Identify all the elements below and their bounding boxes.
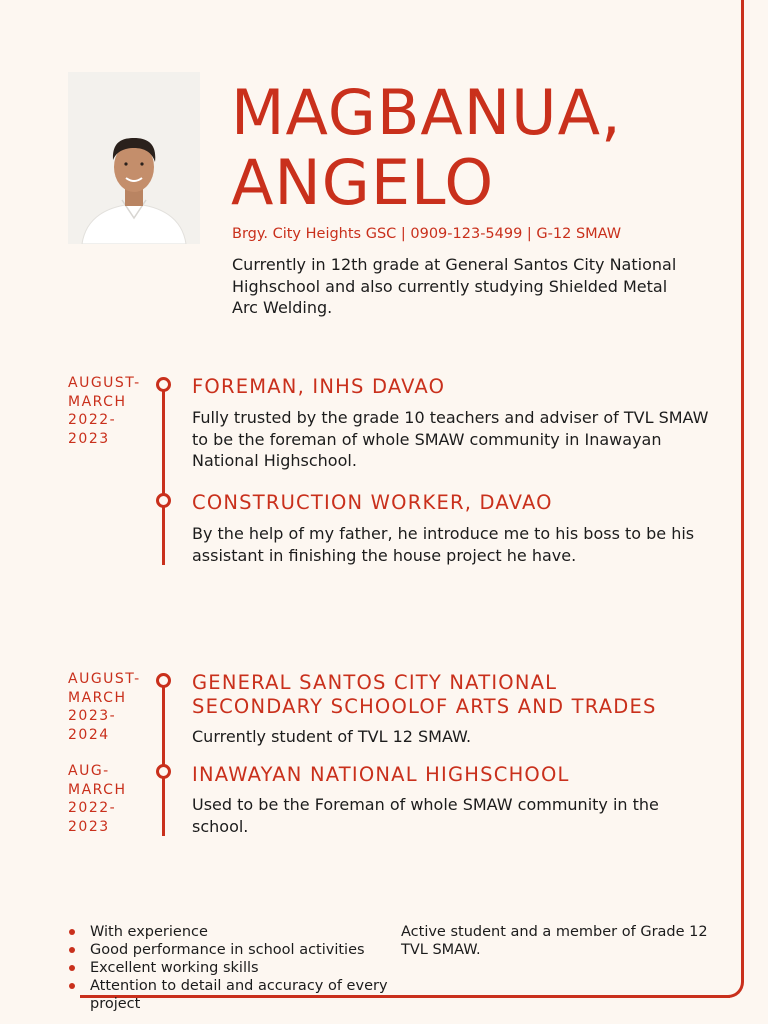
date-line: AUG-	[68, 763, 110, 779]
education-title	[192, 671, 657, 719]
contact-info: Brgy. City Heights GSC | 0909-123-5499 | G-12 SMAW	[232, 226, 622, 242]
list-item: Excellent working skills	[68, 959, 388, 977]
date-line: 2022-	[68, 412, 117, 428]
experience-description: By the help of my father, he introduce me to his boss to be his assistant in finishing the house project he have.	[192, 524, 695, 565]
experience-title: CONSTRUCTION WORKER, DAVAO	[192, 491, 553, 514]
date-line: AUGUST-	[68, 375, 141, 391]
list-item: With experience	[68, 923, 388, 941]
timeline-node-icon	[156, 377, 171, 392]
experience-title: FOREMAN, INHS DAVAO	[192, 375, 446, 398]
timeline-node-icon	[156, 764, 171, 779]
name-line-1: MAGBANUA,	[231, 76, 622, 149]
summary-text: Currently in 12th grade at General Santos City National Highschool and also currently studying Shielded Metal Arc Welding.	[232, 255, 677, 317]
profile-photo	[68, 72, 200, 244]
experience-description: Fully trusted by the grade 10 teachers and adviser of TVL SMAW to be the foreman of whole SMAW community in Inawayan National Highschool.	[192, 408, 709, 470]
date-line: 2023-	[68, 708, 117, 724]
date-line: 2023	[68, 818, 110, 835]
timeline-node-icon	[156, 493, 171, 508]
experience-timeline-line	[162, 384, 165, 565]
date-line: MARCH	[68, 393, 127, 410]
activities-text: Active student and a member of Grade 12 TVL SMAW.	[401, 924, 708, 958]
skills-list	[68, 923, 388, 1013]
education-timeline-line	[162, 680, 165, 836]
page-title	[231, 78, 622, 218]
list-item: Attention to detail and accuracy of every project	[68, 977, 388, 1013]
date-line: MARCH	[68, 781, 127, 798]
education-description: Currently student of TVL 12 SMAW.	[192, 727, 472, 746]
frame-border-right	[741, 0, 744, 982]
date-line: 2024	[68, 726, 110, 743]
education-title: INAWAYAN NATIONAL HIGHSCHOOL	[192, 763, 570, 786]
timeline-node-icon	[156, 673, 171, 688]
person-portrait-icon	[68, 72, 200, 244]
experience-date	[68, 374, 141, 448]
education-date	[68, 670, 141, 744]
date-line: 2022-	[68, 800, 117, 816]
frame-border-corner	[716, 970, 744, 998]
date-line: MARCH	[68, 689, 127, 706]
name-line-2: ANGELO	[231, 146, 495, 219]
date-line: 2023	[68, 430, 110, 447]
list-item: Good performance in school activities	[68, 941, 388, 959]
education-title-line: GENERAL SANTOS CITY NATIONAL	[192, 671, 558, 694]
education-title-line: SECONDARY SCHOOLOF ARTS AND TRADES	[192, 695, 657, 718]
date-line: AUGUST-	[68, 671, 141, 687]
education-description: Used to be the Foreman of whole SMAW community in the school.	[192, 795, 659, 836]
education-date	[68, 762, 127, 836]
